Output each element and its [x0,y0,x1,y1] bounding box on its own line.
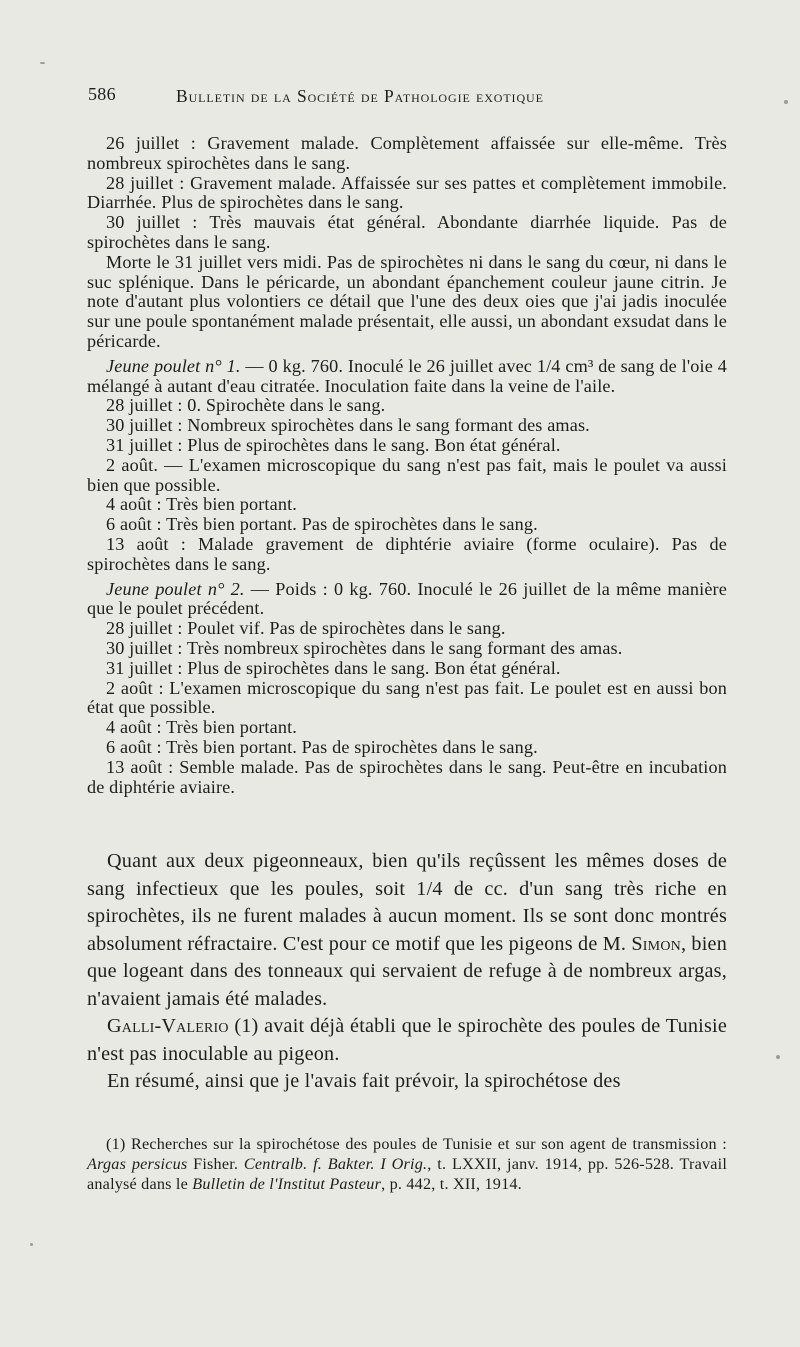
chick-1-entry: 2 août. — L'examen microscopique du sang n'est pas fait, mais le poulet va aussi bien que possible. [87,454,727,495]
running-title: Bulletin de la Société de Pathologie exotique [176,86,544,106]
paper-speck [784,100,788,104]
pigeon-paragraph [87,848,727,1013]
goose-death-report: Morte le 31 juillet vers midi. Pas de spirochètes ni dans le sang du cœur, ni dans le suc splénique. Dans le péricarde, un abondant épanchement couleur jaune citrin. Je note d'autant plus volontiers ce détail que l'une des deux oies que j'ai jadis inoculée sur une poule spontanément malade présentait, elle aussi, un abondant exsudat dans le péricarde. [87,251,727,351]
chick-2-entry: 4 août : Très bien portant. [106,717,297,738]
footnote-part: , p. 442, t. XII, 1914. [381,1175,522,1193]
footnote-part: Fisher. [187,1155,244,1173]
footnote-text [87,1134,727,1194]
galli-valerio-paragraph [87,1013,727,1068]
chick-2-entry: 31 juillet : Plus de spirochètes dans le sang. Bon état général. [106,657,561,678]
chick-2-entry: 30 juillet : Très nombreux spirochètes dans le sang formant des amas. [106,637,623,658]
footnote-bulletin: Bulletin de l'Institut Pasteur [192,1175,382,1193]
chick-1-entry: 28 juillet : 0. Spirochète dans le sang. [106,395,386,416]
pigeon-text-start: Quant aux deux pigeonneaux, bien qu'ils reçûssent les mêmes doses de sang infectieux que les poules, soit 1/4 de cc. d'un sang très riche en spirochètes, ils ne furent malades à aucun moment. Ils se sont donc montrés absolument réfractaire. C'est pour ce motif que les pigeons de M. [87,850,727,955]
goose-entry: 30 juillet : Très mauvais état général. Abondante diarrhée liquide. Pas de spirochètes dans le sang. [87,212,727,252]
chick-2-label: Jeune poulet n° 2. [106,578,245,599]
chick-1-entry: 31 juillet : Plus de spirochètes dans le sang. Bon état général. [106,434,561,455]
page-number: 586 [88,84,116,104]
galli-valerio-text: (1) avait déjà établi que le spirochète des poules de Tunisie n'est pas inoculable au pigeon. [87,1015,727,1065]
paper-speck [776,1055,780,1059]
chick-2-heading [87,580,727,620]
chick-2-entry: 13 août : Semble malade. Pas de spirochètes dans le sang. Peut-être en incubation de diphtérie aviaire. [87,756,727,797]
main-text [87,848,727,1096]
footnote-journal: Centralb. f. Bakter. I Orig. [243,1155,428,1173]
chick-1-entry: 30 juillet : Nombreux spirochètes dans le sang formant des amas. [106,415,590,436]
chick-1-entry: 13 août : Malade gravement de diphtérie aviaire (forme oculaire). Pas de spirochètes dans le sang. [87,533,727,574]
chick-1-heading [87,357,727,397]
footnote-part: , t. LXXII, janv. 1914, pp. 526-528. Travail analysé dans le [87,1155,728,1193]
chick-2-entry: 28 juillet : Poulet vif. Pas de spirochètes dans le sang. [106,618,506,639]
author-name-galli-valerio: Galli-Valerio [107,1015,229,1037]
goose-entry: 28 juillet : Gravement malade. Affaissée sur ses pattes et complètement immobile. Diarrhée. Plus de spirochètes dans le sang. [87,172,727,213]
author-name-simon: Simon [631,932,681,955]
goose-entry: 26 juillet : Gravement malade. Complètement affaissée sur elle-même. Très nombreux spirochètes dans le sang. [87,133,727,173]
chick-2-intro: — Poids : 0 kg. 760. Inoculé le 26 juillet de la même manière que le poulet précédent. [87,578,727,619]
chick-1-intro: — 0 kg. 760. Inoculé le 26 juillet avec 1/4 cm³ de sang de l'oie 4 mélangé à autant d'eau citratée. Inoculation faite dans la veine de l'aile. [87,355,727,396]
chick-1-label: Jeune poulet n° 1. [106,355,241,376]
paper-speck [40,62,45,64]
summary-paragraph: En résumé, ainsi que je l'avais fait prévoir, la spirochétose des [107,1070,621,1092]
chick-1-entry: 6 août : Très bien portant. Pas de spirochètes dans le sang. [106,514,538,535]
chick-2-entry: 2 août : L'examen microscopique du sang n'est pas fait. Le poulet est en aussi bon état que possible. [87,677,727,718]
paper-speck [30,1243,33,1246]
pigeon-text-end: , bien que logeant dans des tonneaux qui servaient de refuge à de nombreux argas, n'avaient jamais été malades. [87,932,727,1010]
observation-notes [87,134,727,797]
footnote-part: (1) Recherches sur la spirochétose des poules de Tunisie et sur son agent de transmission : [106,1135,727,1153]
chick-1-entry: 4 août : Très bien portant. [106,494,297,515]
footnote-species: Argas persicus [87,1155,188,1173]
footnote [87,1134,727,1194]
chick-2-entry: 6 août : Très bien portant. Pas de spirochètes dans le sang. [106,736,538,757]
